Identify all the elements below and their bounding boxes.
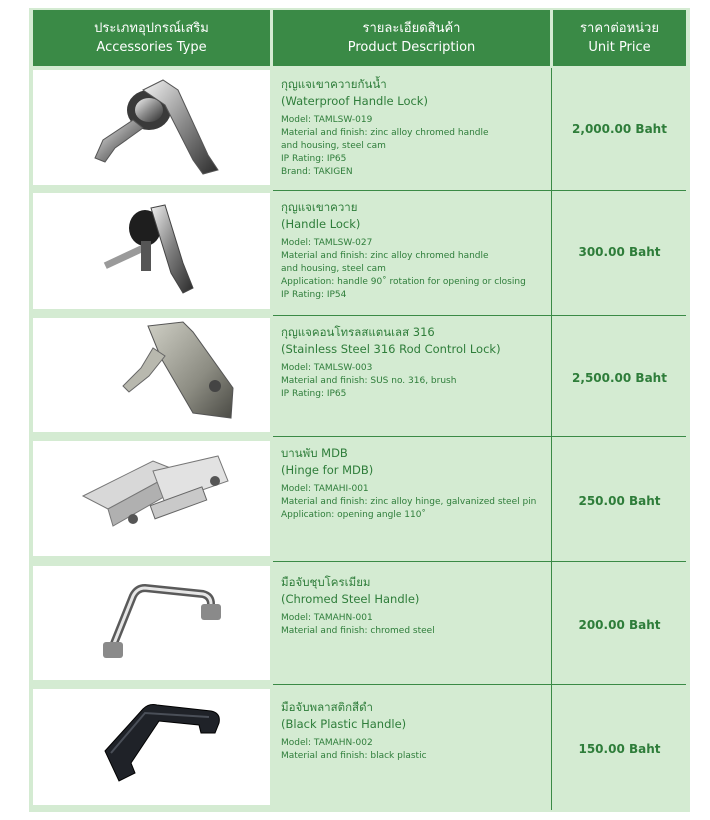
black-plastic-handle-icon — [33, 689, 270, 805]
product-description — [281, 574, 551, 638]
product-title-english: (Chromed Steel Handle) — [281, 592, 420, 606]
unit-price: 200.00 Baht — [578, 618, 661, 632]
product-description — [281, 324, 551, 401]
detail-line: Model: TAMAHI-001 — [281, 484, 369, 494]
product-details — [281, 737, 551, 763]
unit-price: 300.00 Baht — [578, 245, 661, 259]
detail-line: Brand: TAKIGEN — [281, 167, 353, 177]
detail-line: IP Rating: IP65 — [281, 154, 347, 164]
product-details — [281, 362, 551, 401]
hinge-icon — [33, 441, 270, 556]
detail-line: Model: TAMLSW-003 — [281, 363, 373, 373]
detail-line: IP Rating: IP54 — [281, 290, 347, 300]
table-row — [29, 685, 690, 810]
table-row — [29, 316, 690, 436]
unit-price: 150.00 Baht — [578, 742, 661, 756]
waterproof-handle-lock-icon — [33, 70, 270, 185]
product-details — [281, 612, 551, 638]
detail-line: and housing, steel cam — [281, 141, 386, 151]
detail-line: Model: TAMLSW-027 — [281, 238, 373, 248]
product-title-english: (Waterproof Handle Lock) — [281, 94, 428, 108]
product-title-thai: บานพับ MDB — [281, 446, 348, 460]
table-row — [29, 68, 690, 190]
header-col1-english: Accessories Type — [96, 40, 207, 55]
detail-line: IP Rating: IP65 — [281, 389, 347, 399]
detail-line: Model: TAMAHN-001 — [281, 613, 373, 623]
table-row — [29, 562, 690, 684]
product-details — [281, 483, 551, 522]
unit-price: 250.00 Baht — [578, 494, 661, 508]
product-title-english: (Stainless Steel 316 Rod Control Lock) — [281, 342, 501, 356]
table-row — [29, 437, 690, 561]
table-row — [29, 191, 690, 315]
detail-line: Model: TAMLSW-019 — [281, 115, 373, 125]
detail-line: and housing, steel cam — [281, 264, 386, 274]
detail-line: Material and finish: SUS no. 316, brush — [281, 376, 457, 386]
unit-price: 2,000.00 Baht — [572, 122, 667, 136]
unit-price: 2,500.00 Baht — [572, 371, 667, 385]
rod-control-lock-icon — [33, 318, 270, 432]
detail-line: Material and finish: zinc alloy chromed handle — [281, 251, 489, 261]
header-col1-thai: ประเภทอุปกรณ์เสริม — [94, 21, 209, 36]
header-col3-english: Unit Price — [588, 40, 651, 55]
product-title-thai: กุญแจเขาควายกันน้ำ — [281, 77, 387, 91]
detail-line: Material and finish: black plastic — [281, 751, 427, 761]
handle-lock-icon — [33, 193, 270, 309]
product-description — [281, 699, 551, 763]
header-col2-thai: รายละเอียดสินค้า — [362, 21, 461, 36]
product-title-thai: มือจับพลาสติกสีดำ — [281, 700, 374, 714]
detail-line: Model: TAMAHN-002 — [281, 738, 373, 748]
product-description — [281, 445, 551, 522]
price-table — [29, 8, 690, 812]
product-title-english: (Black Plastic Handle) — [281, 717, 407, 731]
header-col2-english: Product Description — [347, 40, 476, 55]
header-unit-price — [553, 10, 686, 66]
product-title-thai: กุญแจคอนโทรลสแตนเลส 316 — [281, 325, 435, 339]
product-title-english: (Handle Lock) — [281, 217, 361, 231]
detail-line: Material and finish: zinc alloy hinge, galvanized steel pin — [281, 497, 537, 507]
header-col3-thai: ราคาต่อหน่วย — [580, 21, 659, 36]
detail-line: Material and finish: zinc alloy chromed handle — [281, 128, 489, 138]
detail-line: Application: handle 90˚ rotation for opening or closing — [281, 277, 526, 287]
detail-line: Material and finish: chromed steel — [281, 626, 435, 636]
product-title-thai: มือจับชุบโครเมียม — [281, 575, 371, 589]
header-product-description — [273, 10, 550, 66]
product-title-english: (Hinge for MDB) — [281, 463, 374, 477]
chromed-steel-handle-icon — [33, 566, 270, 680]
product-title-thai: กุญแจเขาควาย — [281, 200, 358, 214]
product-details — [281, 114, 551, 179]
header-accessories-type — [33, 10, 270, 66]
product-details — [281, 237, 551, 302]
product-description — [281, 199, 551, 302]
product-description — [281, 76, 551, 179]
detail-line: Application: opening angle 110˚ — [281, 510, 426, 520]
